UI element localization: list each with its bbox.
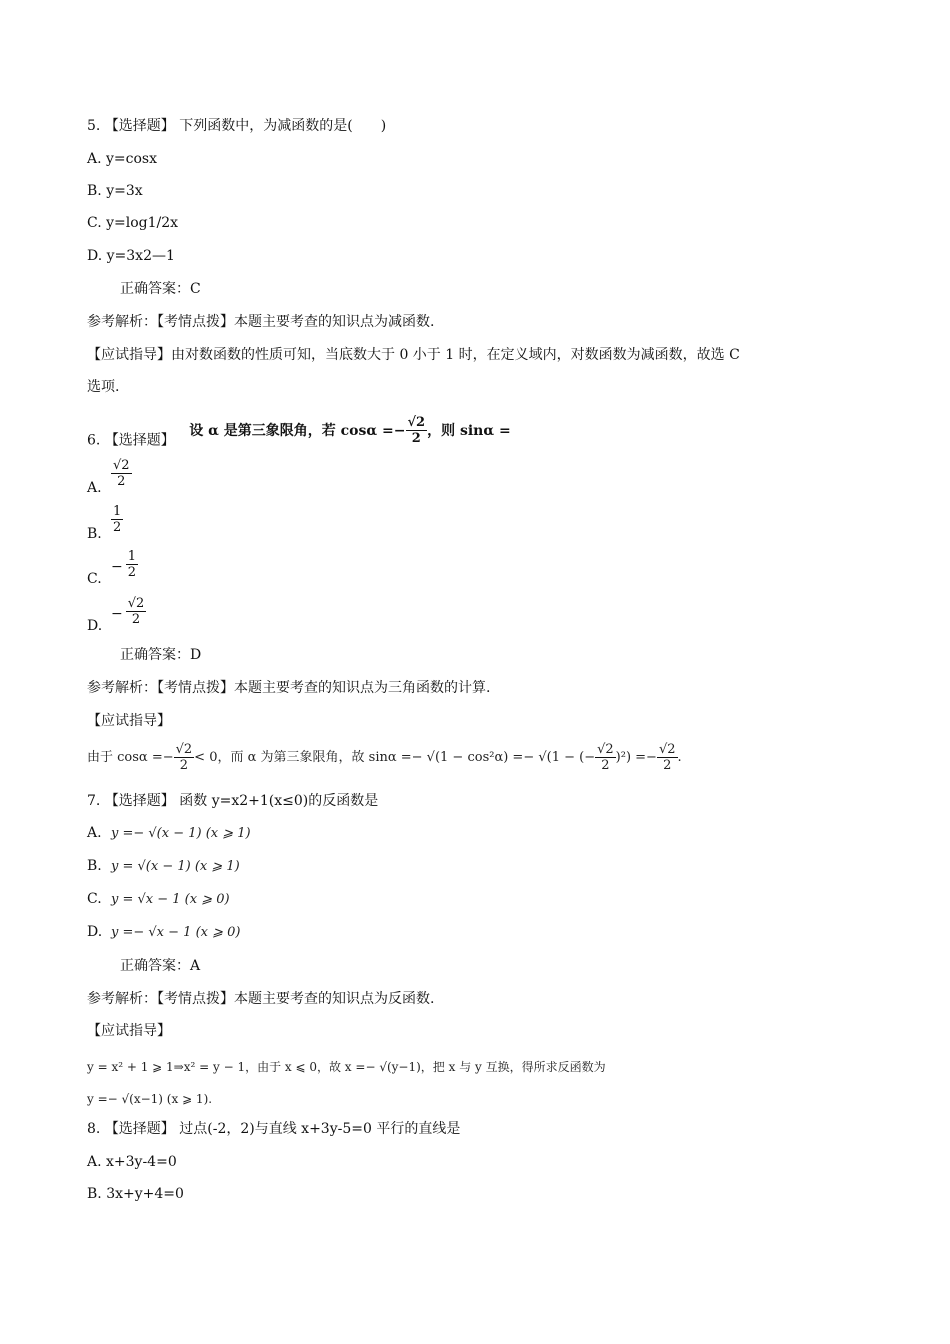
q6-guide-frac2-den: 2 — [601, 758, 610, 773]
q6-opt-b-den: 2 — [113, 520, 122, 535]
q6-stem-frac-num: √2 — [407, 415, 426, 430]
q7-option-a-label: A. — [87, 825, 102, 841]
q6-opt-b-num: 1 — [113, 504, 122, 519]
q7-option-c — [87, 889, 230, 910]
q6-guide-frac1-den: 2 — [179, 758, 189, 773]
q5-option-c: C. y=log1/2x — [87, 215, 179, 231]
q5-guide-line1: 【应试指导】由对数函数的性质可知，当底数大于 0 小于 1 时，在定义域内，对数函数为减函数，故选 C — [87, 347, 740, 363]
q6-guide-frac3-num: √2 — [658, 742, 676, 757]
q7-option-c-formula: y = √x − 1 (x ⩾ 0) — [111, 892, 230, 907]
q5-option-d: D. y=3x2—1 — [87, 248, 175, 264]
q6-guide-part3: )²) =− — [615, 750, 657, 765]
q6-guide-frac3 — [657, 742, 678, 773]
q7-option-d-formula: y =− √x − 1 (x ⩾ 0) — [111, 925, 241, 940]
q6-stem-prefix: 6. 【选择题】 — [87, 432, 175, 449]
q5-guide-line2: 选项. — [87, 379, 120, 395]
q6-option-d-fraction — [126, 596, 147, 627]
q6-opt-d-sign: − — [111, 605, 123, 622]
q6-opt-d-num: √2 — [127, 596, 145, 611]
q6-guide-part2: < 0，而 α 为第三象限角，故 sinα =− √(1 − cos²α) =− √(1 − (− — [194, 750, 596, 765]
q6-option-d — [87, 596, 146, 634]
q8-stem: 8. 【选择题】 过点(-2，2)与直线 x+3y-5=0 平行的直线是 — [87, 1121, 461, 1137]
q6-option-a-label: A. — [87, 479, 102, 496]
q8-option-b: B. 3x+y+4=0 — [87, 1186, 184, 1202]
q6-opt-d-den: 2 — [131, 612, 141, 627]
q7-option-b-formula: y = √(x − 1) (x ⩾ 1) — [111, 859, 240, 874]
q6-guide-formula — [87, 742, 682, 773]
q6-guide-frac1 — [174, 742, 195, 773]
q6-option-a — [87, 458, 132, 496]
q6-option-b-label: B. — [87, 525, 102, 542]
q7-option-c-label: C. — [87, 891, 102, 907]
q7-answer: 正确答案：A — [120, 958, 201, 974]
q7-option-a-formula: y =− √(x − 1) (x ⩾ 1) — [111, 826, 251, 841]
q5-answer: 正确答案：C — [120, 281, 201, 297]
q8-option-a: A. x+3y-4=0 — [87, 1154, 177, 1170]
q7-option-d-label: D. — [87, 924, 103, 940]
q6-guide-title: 【应试指导】 — [87, 713, 171, 729]
q6-opt-a-den: 2 — [117, 474, 126, 489]
q7-analysis: 参考解析：【考情点拨】本题主要考查的知识点为反函数. — [87, 991, 435, 1007]
q6-opt-c-den: 2 — [127, 565, 137, 580]
q6-option-d-label: D. — [87, 617, 103, 634]
q6-guide-frac1-num: √2 — [175, 742, 193, 757]
q7-option-b — [87, 856, 240, 877]
q7-guide-line1: y = x² + 1 ⩾ 1⇒x² = y − 1，由于 x ⩽ 0，故 x =− √(y−1)，把 x 与 y 互换，得所求反函数为 — [87, 1060, 606, 1074]
q5-option-b: B. y=3x — [87, 183, 143, 199]
q6-option-c-label: C. — [87, 570, 102, 587]
q7-guide-line2: y =− √(x−1) (x ⩾ 1). — [87, 1092, 213, 1106]
q6-guide-frac2 — [595, 742, 616, 773]
q6-guide-frac3-den: 2 — [663, 758, 672, 773]
q7-stem: 7. 【选择题】 函数 y=x2+1(x≤0)的反函数是 — [87, 793, 379, 809]
q6-option-a-fraction — [111, 458, 132, 489]
q6-stem-suffix: ，则 sinα = — [427, 422, 511, 439]
q6-stem-frac-den: 2 — [411, 431, 421, 446]
q6-opt-c-sign: − — [111, 558, 123, 575]
q6-guide-part4: . — [677, 750, 682, 765]
q6-opt-a-num: √2 — [113, 458, 130, 473]
q6-option-b — [87, 504, 123, 542]
q7-option-a — [87, 823, 251, 844]
q7-option-d — [87, 922, 240, 943]
q6-option-b-fraction — [111, 504, 123, 535]
q5-stem: 5. 【选择题】 下列函数中，为减函数的是( ) — [87, 118, 387, 134]
q5-option-a: A. y=cosx — [87, 151, 157, 167]
q6-guide-part1: 由于 cosα =− — [87, 750, 174, 765]
q7-guide-title: 【应试指导】 — [87, 1023, 171, 1039]
q6-guide-frac2-num: √2 — [597, 742, 614, 757]
q6-stem-fraction — [406, 415, 428, 446]
q5-analysis: 参考解析：【考情点拨】本题主要考查的知识点为减函数. — [87, 314, 435, 330]
q6-option-c-fraction — [126, 549, 138, 580]
q6-stem — [87, 415, 511, 456]
q6-stem-text: 设 α 是第三象限角，若 cosα =− — [189, 422, 406, 439]
q6-analysis: 参考解析：【考情点拨】本题主要考查的知识点为三角函数的计算. — [87, 680, 491, 696]
q6-answer: 正确答案：D — [120, 647, 202, 663]
q6-option-c — [87, 549, 138, 587]
q6-opt-c-num: 1 — [127, 549, 137, 564]
q7-option-b-label: B. — [87, 858, 102, 874]
